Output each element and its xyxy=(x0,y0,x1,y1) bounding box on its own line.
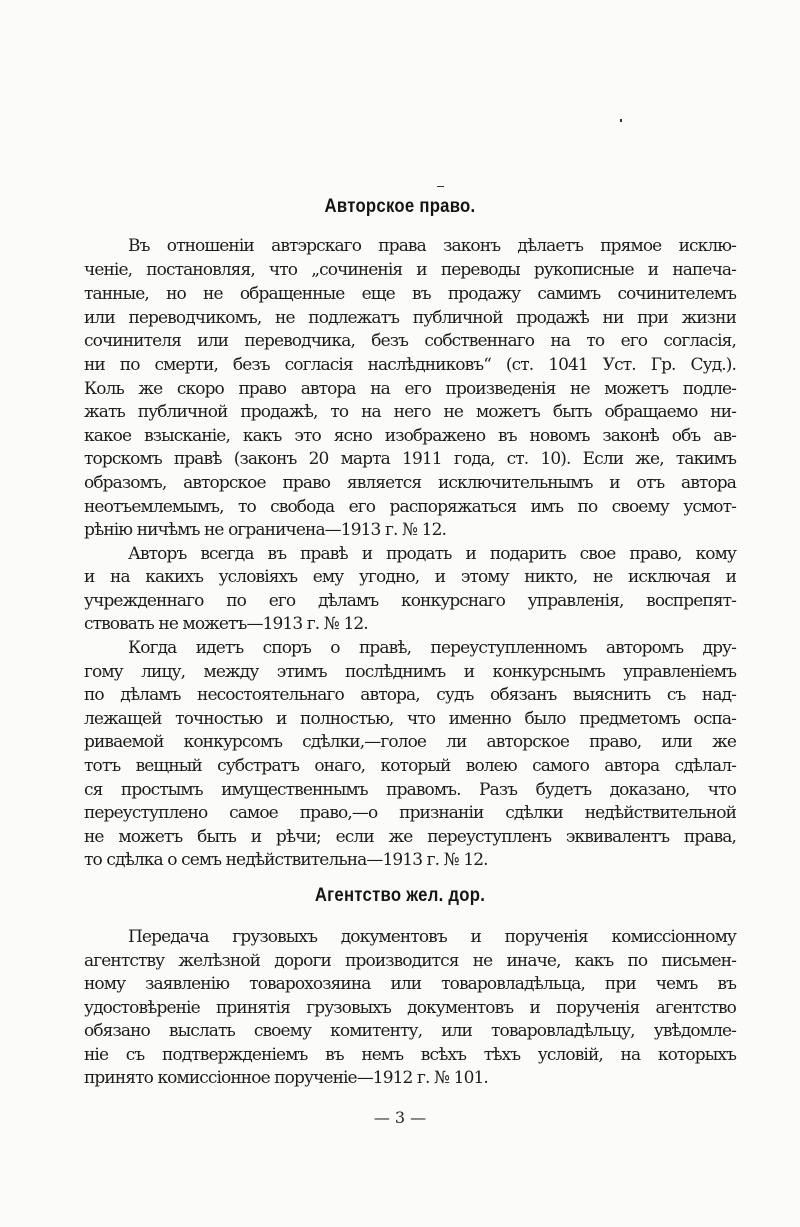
text-line: лежащей точностью и полностью, что именно было предметомъ оспа- xyxy=(84,709,736,729)
text-line: принято комиссiонное порученiе—1912 г. № 101. xyxy=(84,1068,488,1088)
section-title-railway-agency: Агентство жел. дор. xyxy=(314,885,486,906)
text-line: жать публичной продажѣ, то на него не можетъ быть обращаемо ни- xyxy=(84,402,736,422)
text-line: переуступлено самое право,—о признанiи сдѣлки недѣйствительной xyxy=(84,803,736,823)
text-line: сочинителя или переводчика, безъ собственнаго на то его согласiя, xyxy=(84,331,736,351)
page-number: — 3 — xyxy=(373,1108,427,1127)
text-line: удостовѣренiе принятiя грузовыхъ документовъ и порученiя агентство xyxy=(84,998,736,1018)
text-line: какое взысканiе, какъ это ясно изображено въ новомъ законѣ объ ав- xyxy=(84,426,736,446)
text-line: не можетъ быть и рѣчи; если же переуступленъ эквивалентъ права, xyxy=(84,827,736,847)
text-line: ни по смерти, безъ согласiя наслѣдниковъ“ (ст. 1041 Уст. Гр. Суд.). xyxy=(84,355,736,375)
text-line: образомъ, авторское право является исключительнымъ и отъ автора xyxy=(84,473,736,493)
ink-speck xyxy=(437,186,444,187)
text-line: Передача грузовыхъ документовъ и порученiя комиссiонному xyxy=(128,927,736,947)
text-line: то сдѣлка о семъ недѣйствительна—1913 г. № 12. xyxy=(84,850,488,870)
text-line: Въ отношенiи автэрскаго права законъ дѣлаетъ прямое исклю- xyxy=(128,236,736,256)
text-line: и на какихъ условiяхъ ему угодно, и этому никто, не исключая и xyxy=(84,567,736,587)
text-line: нiе съ подтвержденiемъ въ немъ всѣхъ тѣхъ условiй, на которыхъ xyxy=(84,1045,736,1065)
text-line: риваемой конкурсомъ сдѣлки,—голое ли авторское право, или же xyxy=(84,732,736,752)
section-title-copyright: Авторское право. xyxy=(324,196,476,217)
text-line: рѣнiю ничѣмъ не ограничена—1913 г. № 12. xyxy=(84,520,446,540)
ink-speck xyxy=(620,119,622,122)
text-line: Авторъ всегда въ правѣ и продать и подарить свое право, кому xyxy=(128,544,736,564)
text-line: по дѣламъ несостоятельнаго автора, судъ обязанъ выяснить съ над- xyxy=(84,685,736,705)
text-line: гому лицу, между этимъ послѣднимъ и конкурснымъ управленiемъ xyxy=(84,662,736,682)
text-line: ствовать не можетъ—1913 г. № 12. xyxy=(84,614,368,634)
text-line: танные, но не обращенные еще въ продажу самимъ сочинителемъ xyxy=(84,284,736,304)
text-line: Когда идетъ споръ о правѣ, переуступленномъ авторомъ дру- xyxy=(128,638,736,658)
text-line: Коль же скоро право автора на его произведенiя не можетъ подле- xyxy=(84,379,736,399)
text-line: ченiе, постановляя, что „сочиненiя и переводы рукописные и напеча- xyxy=(84,260,736,280)
text-line: неотъемлемымъ, то свобода его распоряжаться имъ по своему усмот- xyxy=(84,497,736,517)
text-line: ному заявленiю товарохозяина или товаровладѣльца, при чемъ въ xyxy=(84,974,736,994)
text-line: обязано выслать своему комитенту, или товаровладѣльцу, увѣдомле- xyxy=(84,1021,736,1041)
text-line: или переводчикомъ, не подлежатъ публичной продажѣ ни при жизни xyxy=(84,308,736,328)
text-line: торскомъ правѣ (законъ 20 марта 1911 года, ст. 10). Если же, такимъ xyxy=(84,449,736,469)
text-line: ся простымъ имущественнымъ правомъ. Разъ будетъ доказано, что xyxy=(84,780,736,800)
text-line: агентству желѣзной дороги производится не иначе, какъ по письмен- xyxy=(84,951,736,971)
text-line: тотъ вещный субстратъ онаго, который волею самого автора сдѣлал- xyxy=(84,756,736,776)
text-line: учрежденнаго по его дѣламъ конкурснаго управленiя, воспрепят- xyxy=(84,591,736,611)
